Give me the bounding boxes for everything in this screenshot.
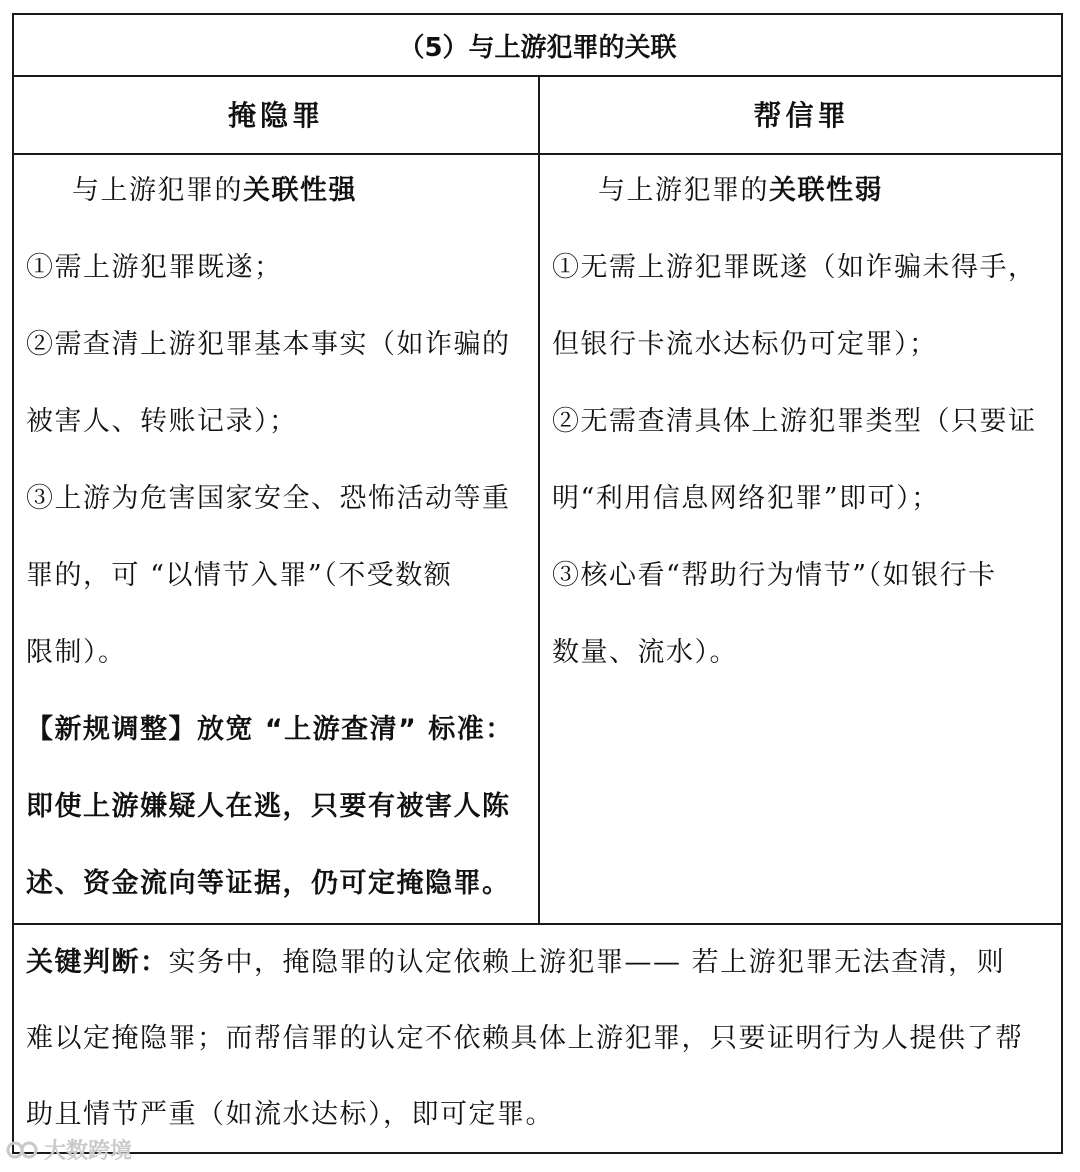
column-header-left — [14, 75, 538, 153]
right-intro — [552, 171, 1055, 248]
right-line: 数量、流水）。 — [552, 637, 738, 668]
left-bold-line: 即使上游嫌疑人在逃，只要有被害人陈 — [26, 791, 511, 822]
left-line: ①需上游犯罪既遂； — [26, 252, 283, 283]
left-bold-line: 述、资金流向等证据，仍可定掩隐罪。 — [26, 868, 511, 899]
left-intro — [26, 171, 530, 248]
left-column-content — [14, 153, 538, 923]
right-line: ③核心看“帮助行为情节”（如银行卡 — [552, 560, 997, 591]
left-line: ②需查清上游犯罪基本事实（如诈骗的 — [26, 329, 511, 360]
left-line: 被害人、转账记录）； — [26, 406, 298, 437]
table-title — [14, 15, 1061, 77]
footer-line: 助且情节严重（如流水达标），即可定罪。 — [26, 1099, 554, 1130]
footer-line: 难以定掩隐罪；而帮信罪的认定不依赖具体上游犯罪，只要证明行为人提供了帮 — [26, 1023, 1024, 1054]
footer-line-text: 实务中，掩隐罪的认定依赖上游犯罪—— 若上游犯罪无法查清，则 — [168, 947, 1006, 978]
left-intro-emphasis: 关联性强 — [243, 175, 357, 206]
comparison-table — [12, 13, 1063, 1154]
left-line: ③上游为危害国家安全、恐怖活动等重 — [26, 483, 511, 514]
left-intro-text: 与上游犯罪的 — [72, 175, 243, 206]
right-line: 但银行卡流水达标仍可定罪）； — [552, 329, 938, 360]
column-header-left-text: 掩隐罪 — [227, 99, 324, 132]
right-intro-emphasis: 关联性弱 — [769, 175, 883, 206]
key-judgment-label: 关键判断： — [26, 947, 169, 978]
watermark — [6, 1134, 132, 1165]
table-title-text: （5）与上游犯罪的关联 — [398, 32, 677, 63]
footer-line — [26, 943, 1049, 1019]
right-line: ①无需上游犯罪既遂（如诈骗未得手， — [552, 252, 1037, 283]
right-intro-text: 与上游犯罪的 — [598, 175, 769, 206]
watermark-text: 大数跨境 — [44, 1139, 133, 1164]
right-line: ②无需查清具体上游犯罪类型（只要证 — [552, 406, 1037, 437]
column-header-right — [540, 75, 1063, 153]
left-bold-line: 【新规调整】放宽 “上游查清” 标准： — [26, 714, 514, 745]
column-header-right-text: 帮信罪 — [753, 99, 850, 132]
left-line: 罪的，可 “以情节入罪”（不受数额 — [26, 560, 453, 591]
right-column-content — [540, 153, 1063, 923]
left-line: 限制）。 — [26, 637, 127, 668]
key-judgment-row — [14, 923, 1061, 1152]
right-line: 明“利用信息网络犯罪”即可）； — [552, 483, 940, 514]
brand-logo-icon — [6, 1139, 40, 1161]
